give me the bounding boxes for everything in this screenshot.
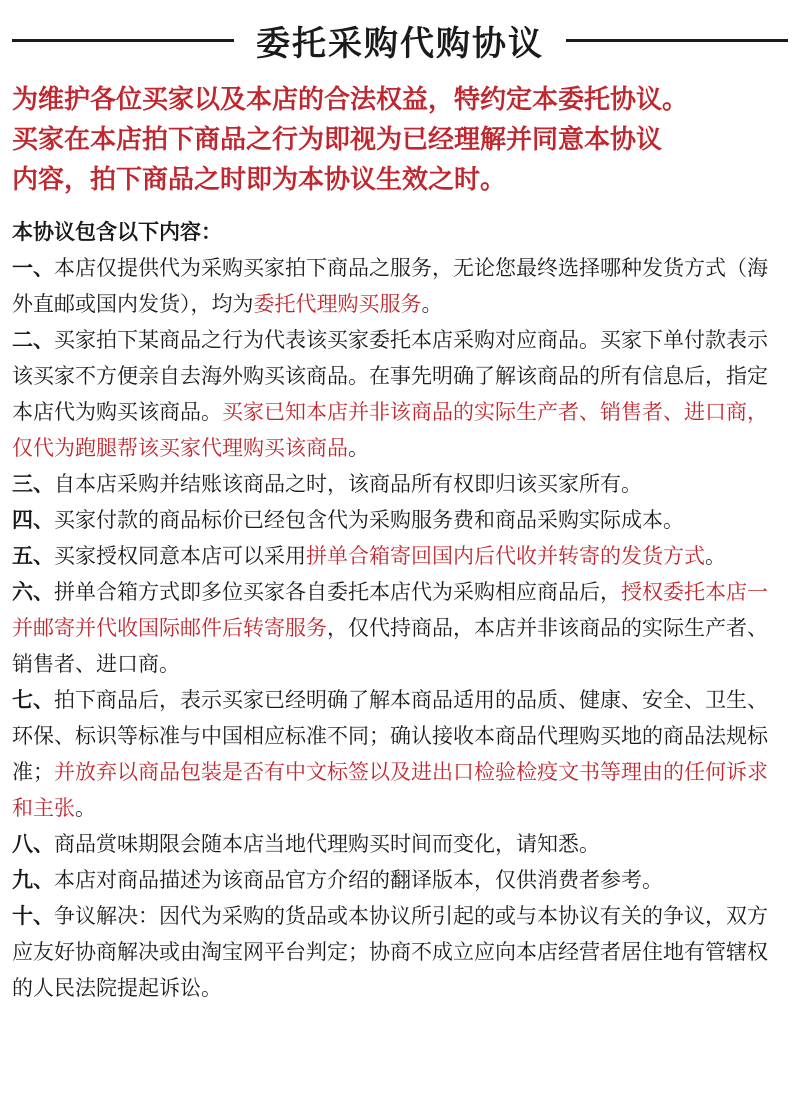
clause-text: 买家授权同意本店可以采用 xyxy=(54,544,306,568)
clause-text: 争议解决：因代为采购的货品或本协议所引起的或与本协议有关的争议，双方应友好协商解决或由淘宝网平台判定；协商不成立应向本店经营者居住地有管辖权的人民法院提起诉讼。 xyxy=(12,904,768,1000)
clause-number: 一、 xyxy=(12,256,54,280)
clause-text: 商品赏味期限会随本店当地代理购买时间而变化，请知悉。 xyxy=(54,832,600,856)
clause-item xyxy=(12,826,788,862)
clause-item xyxy=(12,538,788,574)
clause-text: 。 xyxy=(348,436,369,460)
clause-number: 三、 xyxy=(12,472,54,496)
clause-item xyxy=(12,898,788,1006)
clause-number: 七、 xyxy=(12,688,54,712)
clause-item xyxy=(12,322,788,466)
clause-item xyxy=(12,574,788,682)
clause-text: 买家拍下某商品之行为代表该买家委托本店采购对应商品。买家下单付款表示该买家不方便亲自去海外购买该商品。在事先明确了解该商品的所有信息后，指定本店代为购买该商品。 xyxy=(12,328,768,424)
clause-item xyxy=(12,466,788,502)
clause-highlight: 委托代理购买服务 xyxy=(253,292,422,316)
clause-number: 四、 xyxy=(12,508,54,532)
section-heading: 本协议包含以下内容： xyxy=(12,220,222,244)
title-rule-left xyxy=(12,39,234,42)
intro-block xyxy=(12,80,788,200)
clause-number: 十、 xyxy=(12,904,54,928)
clause-highlight: 授权委托本店一并邮寄并代收国际邮件后转寄服务 xyxy=(12,580,768,640)
clause-highlight: 买家已知本店并非该商品的实际生产者、销售者、进口商，仅代为跑腿帮该买家代理购买该商品 xyxy=(12,400,768,460)
clause-text: 拼单合箱方式即多位买家各自委托本店代为采购相应商品后， xyxy=(54,580,621,604)
clause-item xyxy=(12,682,788,826)
clause-text: ，仅代持商品，本店并非该商品的实际生产者、销售者、进口商。 xyxy=(12,616,768,676)
clause-text: 本店对商品描述为该商品官方介绍的翻译版本，仅供消费者参考。 xyxy=(54,868,663,892)
title-rule-right xyxy=(566,39,788,42)
clause-text: 拍下商品后，表示买家已经明确了解本商品适用的品质、健康、安全、卫生、环保、标识等标准与中国相应标准不同；确认接收本商品代理购买地的商品法规标准； xyxy=(12,688,768,784)
clause-highlight: 拼单合箱寄回国内后代收并转寄的发货方式 xyxy=(306,544,705,568)
clause-number: 九、 xyxy=(12,868,54,892)
clause-number: 五、 xyxy=(12,544,54,568)
clause-text: 。 xyxy=(75,796,96,820)
clause-list xyxy=(12,250,788,1006)
clause-number: 二、 xyxy=(12,328,54,352)
clause-item xyxy=(12,862,788,898)
clause-number: 八、 xyxy=(12,832,54,856)
title-row xyxy=(12,0,788,80)
clause-text: 买家付款的商品标价已经包含代为采购服务费和商品采购实际成本。 xyxy=(54,508,684,532)
clause-text: 。 xyxy=(705,544,726,568)
intro-line: 内容，拍下商品之时即为本协议生效之时。 xyxy=(12,165,507,195)
intro-line: 为维护各位买家以及本店的合法权益，特约定本委托协议。 xyxy=(12,85,689,115)
clause-highlight: 并放弃以商品包装是否有中文标签以及进出口检验检疫文书等理由的任何诉求和主张 xyxy=(12,760,768,820)
clause-item xyxy=(12,502,788,538)
page-title: 委托采购代购协议 xyxy=(256,23,544,64)
clause-text: 。 xyxy=(421,292,443,316)
clause-text: 本店仅提供代为采购买家拍下商品之服务，无论您最终选择哪种发货方式（海外直邮或国内发货），均为 xyxy=(12,256,768,316)
clause-item xyxy=(12,250,788,322)
intro-line: 买家在本店拍下商品之行为即视为已经理解并同意本协议 xyxy=(12,125,663,155)
clause-text: 自本店采购并结账该商品之时，该商品所有权即归该买家所有。 xyxy=(54,472,642,496)
clause-number: 六、 xyxy=(12,580,54,604)
